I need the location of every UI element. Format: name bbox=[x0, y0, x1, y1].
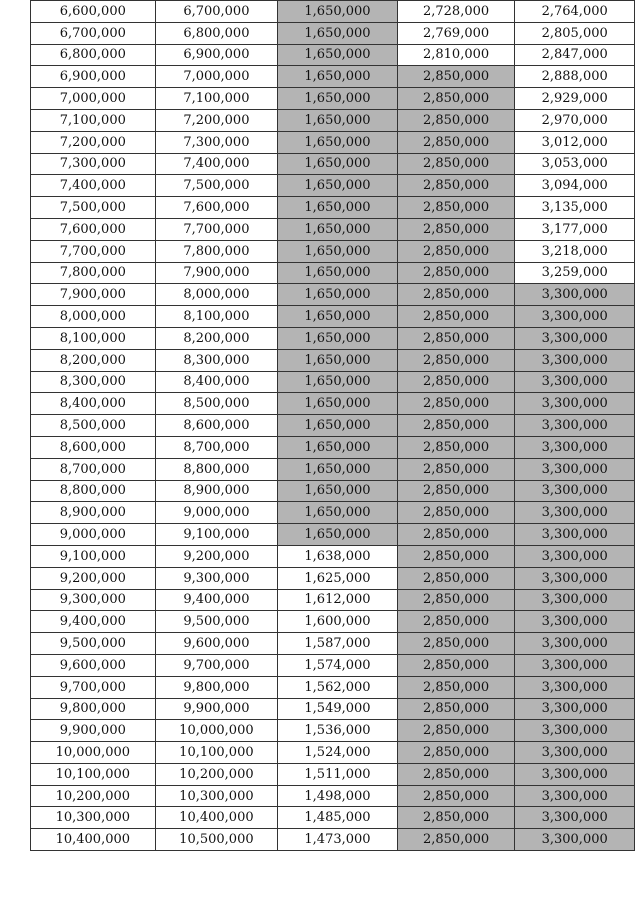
amount-b-cell: 2,850,000 bbox=[397, 218, 515, 240]
range-to-cell: 10,500,000 bbox=[155, 829, 278, 851]
amount-b-cell: 2,850,000 bbox=[397, 567, 515, 589]
amount-c-cell: 3,300,000 bbox=[515, 611, 635, 633]
table-row bbox=[31, 654, 635, 676]
table-row bbox=[31, 829, 635, 851]
amount-a-cell: 1,498,000 bbox=[278, 785, 398, 807]
amount-c-cell: 3,300,000 bbox=[515, 545, 635, 567]
table-row bbox=[31, 807, 635, 829]
table-row bbox=[31, 240, 635, 262]
range-to-cell: 9,100,000 bbox=[155, 524, 278, 546]
amount-c-cell: 2,888,000 bbox=[515, 66, 635, 88]
table-row bbox=[31, 720, 635, 742]
amount-b-cell: 2,850,000 bbox=[397, 436, 515, 458]
range-from-cell: 9,700,000 bbox=[31, 676, 156, 698]
range-from-cell: 9,400,000 bbox=[31, 611, 156, 633]
table-body bbox=[31, 1, 635, 851]
range-to-cell: 9,000,000 bbox=[155, 502, 278, 524]
table-row bbox=[31, 131, 635, 153]
amount-c-cell: 3,300,000 bbox=[515, 349, 635, 371]
range-to-cell: 10,000,000 bbox=[155, 720, 278, 742]
amount-a-cell: 1,650,000 bbox=[278, 1, 398, 23]
amount-b-cell: 2,850,000 bbox=[397, 698, 515, 720]
table-row bbox=[31, 676, 635, 698]
range-to-cell: 10,300,000 bbox=[155, 785, 278, 807]
amount-c-cell: 3,300,000 bbox=[515, 284, 635, 306]
table-row bbox=[31, 415, 635, 437]
amount-b-cell: 2,850,000 bbox=[397, 480, 515, 502]
table-row bbox=[31, 262, 635, 284]
amount-a-cell: 1,650,000 bbox=[278, 197, 398, 219]
range-to-cell: 6,900,000 bbox=[155, 44, 278, 66]
table-row bbox=[31, 458, 635, 480]
amount-a-cell: 1,650,000 bbox=[278, 502, 398, 524]
amount-a-cell: 1,650,000 bbox=[278, 436, 398, 458]
amount-a-cell: 1,650,000 bbox=[278, 415, 398, 437]
amount-c-cell: 2,929,000 bbox=[515, 88, 635, 110]
range-from-cell: 10,400,000 bbox=[31, 829, 156, 851]
range-from-cell: 8,700,000 bbox=[31, 458, 156, 480]
table-row bbox=[31, 524, 635, 546]
range-from-cell: 7,600,000 bbox=[31, 218, 156, 240]
table-row bbox=[31, 698, 635, 720]
range-from-cell: 7,800,000 bbox=[31, 262, 156, 284]
amount-c-cell: 3,300,000 bbox=[515, 567, 635, 589]
range-from-cell: 8,300,000 bbox=[31, 371, 156, 393]
amount-c-cell: 3,218,000 bbox=[515, 240, 635, 262]
amount-b-cell: 2,850,000 bbox=[397, 829, 515, 851]
range-to-cell: 8,800,000 bbox=[155, 458, 278, 480]
table-row bbox=[31, 197, 635, 219]
amount-a-cell: 1,536,000 bbox=[278, 720, 398, 742]
range-to-cell: 7,300,000 bbox=[155, 131, 278, 153]
amount-a-cell: 1,650,000 bbox=[278, 44, 398, 66]
amount-a-cell: 1,473,000 bbox=[278, 829, 398, 851]
amount-c-cell: 3,259,000 bbox=[515, 262, 635, 284]
amount-b-cell: 2,769,000 bbox=[397, 22, 515, 44]
amount-b-cell: 2,850,000 bbox=[397, 633, 515, 655]
range-to-cell: 10,400,000 bbox=[155, 807, 278, 829]
range-to-cell: 6,800,000 bbox=[155, 22, 278, 44]
table-row bbox=[31, 153, 635, 175]
amount-a-cell: 1,625,000 bbox=[278, 567, 398, 589]
amount-c-cell: 3,300,000 bbox=[515, 742, 635, 764]
amount-c-cell: 3,300,000 bbox=[515, 829, 635, 851]
amount-b-cell: 2,850,000 bbox=[397, 524, 515, 546]
range-to-cell: 7,200,000 bbox=[155, 109, 278, 131]
amount-b-cell: 2,850,000 bbox=[397, 785, 515, 807]
amount-b-cell: 2,850,000 bbox=[397, 545, 515, 567]
amount-a-cell: 1,650,000 bbox=[278, 327, 398, 349]
amount-c-cell: 3,300,000 bbox=[515, 807, 635, 829]
range-to-cell: 7,400,000 bbox=[155, 153, 278, 175]
range-to-cell: 8,700,000 bbox=[155, 436, 278, 458]
table-row bbox=[31, 763, 635, 785]
amount-b-cell: 2,850,000 bbox=[397, 88, 515, 110]
range-to-cell: 8,500,000 bbox=[155, 393, 278, 415]
amount-b-cell: 2,850,000 bbox=[397, 720, 515, 742]
amount-a-cell: 1,650,000 bbox=[278, 524, 398, 546]
amount-b-cell: 2,850,000 bbox=[397, 807, 515, 829]
range-from-cell: 7,700,000 bbox=[31, 240, 156, 262]
amount-c-cell: 3,094,000 bbox=[515, 175, 635, 197]
range-to-cell: 8,400,000 bbox=[155, 371, 278, 393]
table-row bbox=[31, 545, 635, 567]
amount-a-cell: 1,587,000 bbox=[278, 633, 398, 655]
amount-c-cell: 2,847,000 bbox=[515, 44, 635, 66]
amount-b-cell: 2,850,000 bbox=[397, 393, 515, 415]
amount-b-cell: 2,810,000 bbox=[397, 44, 515, 66]
amount-b-cell: 2,850,000 bbox=[397, 502, 515, 524]
amount-a-cell: 1,650,000 bbox=[278, 131, 398, 153]
amount-b-cell: 2,850,000 bbox=[397, 458, 515, 480]
amount-c-cell: 3,300,000 bbox=[515, 502, 635, 524]
amount-a-cell: 1,650,000 bbox=[278, 262, 398, 284]
table-row bbox=[31, 371, 635, 393]
amount-a-cell: 1,650,000 bbox=[278, 306, 398, 328]
table-row bbox=[31, 436, 635, 458]
data-table bbox=[30, 0, 635, 851]
amount-a-cell: 1,511,000 bbox=[278, 763, 398, 785]
table-row bbox=[31, 502, 635, 524]
amount-b-cell: 2,850,000 bbox=[397, 371, 515, 393]
range-to-cell: 7,000,000 bbox=[155, 66, 278, 88]
range-from-cell: 10,100,000 bbox=[31, 763, 156, 785]
range-to-cell: 10,200,000 bbox=[155, 763, 278, 785]
amount-a-cell: 1,524,000 bbox=[278, 742, 398, 764]
amount-c-cell: 3,300,000 bbox=[515, 720, 635, 742]
range-to-cell: 8,900,000 bbox=[155, 480, 278, 502]
amount-c-cell: 3,300,000 bbox=[515, 633, 635, 655]
amount-c-cell: 3,300,000 bbox=[515, 524, 635, 546]
amount-c-cell: 3,300,000 bbox=[515, 436, 635, 458]
amount-c-cell: 3,300,000 bbox=[515, 763, 635, 785]
table-row bbox=[31, 175, 635, 197]
amount-c-cell: 3,300,000 bbox=[515, 371, 635, 393]
amount-c-cell: 3,300,000 bbox=[515, 480, 635, 502]
amount-b-cell: 2,850,000 bbox=[397, 153, 515, 175]
amount-b-cell: 2,850,000 bbox=[397, 589, 515, 611]
amount-b-cell: 2,850,000 bbox=[397, 742, 515, 764]
range-from-cell: 8,500,000 bbox=[31, 415, 156, 437]
amount-a-cell: 1,600,000 bbox=[278, 611, 398, 633]
table-row bbox=[31, 88, 635, 110]
range-to-cell: 8,100,000 bbox=[155, 306, 278, 328]
range-to-cell: 7,500,000 bbox=[155, 175, 278, 197]
amount-c-cell: 3,300,000 bbox=[515, 415, 635, 437]
amount-c-cell: 3,177,000 bbox=[515, 218, 635, 240]
amount-a-cell: 1,650,000 bbox=[278, 66, 398, 88]
range-from-cell: 9,000,000 bbox=[31, 524, 156, 546]
range-to-cell: 9,200,000 bbox=[155, 545, 278, 567]
range-from-cell: 8,000,000 bbox=[31, 306, 156, 328]
range-from-cell: 10,300,000 bbox=[31, 807, 156, 829]
range-to-cell: 8,000,000 bbox=[155, 284, 278, 306]
range-from-cell: 7,500,000 bbox=[31, 197, 156, 219]
range-from-cell: 9,800,000 bbox=[31, 698, 156, 720]
amount-b-cell: 2,850,000 bbox=[397, 175, 515, 197]
amount-c-cell: 3,135,000 bbox=[515, 197, 635, 219]
amount-c-cell: 3,300,000 bbox=[515, 698, 635, 720]
table-row bbox=[31, 611, 635, 633]
range-from-cell: 8,800,000 bbox=[31, 480, 156, 502]
table-row bbox=[31, 567, 635, 589]
amount-c-cell: 3,300,000 bbox=[515, 393, 635, 415]
amount-b-cell: 2,850,000 bbox=[397, 327, 515, 349]
amount-b-cell: 2,850,000 bbox=[397, 66, 515, 88]
range-to-cell: 9,800,000 bbox=[155, 676, 278, 698]
range-from-cell: 6,700,000 bbox=[31, 22, 156, 44]
amount-c-cell: 3,053,000 bbox=[515, 153, 635, 175]
table-row bbox=[31, 633, 635, 655]
range-from-cell: 7,900,000 bbox=[31, 284, 156, 306]
range-from-cell: 6,600,000 bbox=[31, 1, 156, 23]
range-from-cell: 9,900,000 bbox=[31, 720, 156, 742]
range-from-cell: 6,900,000 bbox=[31, 66, 156, 88]
amount-a-cell: 1,650,000 bbox=[278, 284, 398, 306]
amount-b-cell: 2,850,000 bbox=[397, 676, 515, 698]
amount-b-cell: 2,850,000 bbox=[397, 306, 515, 328]
range-from-cell: 8,400,000 bbox=[31, 393, 156, 415]
amount-c-cell: 3,012,000 bbox=[515, 131, 635, 153]
amount-b-cell: 2,728,000 bbox=[397, 1, 515, 23]
amount-c-cell: 3,300,000 bbox=[515, 306, 635, 328]
amount-b-cell: 2,850,000 bbox=[397, 197, 515, 219]
table-row bbox=[31, 109, 635, 131]
amount-a-cell: 1,485,000 bbox=[278, 807, 398, 829]
amount-a-cell: 1,562,000 bbox=[278, 676, 398, 698]
range-to-cell: 7,800,000 bbox=[155, 240, 278, 262]
range-from-cell: 7,100,000 bbox=[31, 109, 156, 131]
range-from-cell: 9,500,000 bbox=[31, 633, 156, 655]
range-to-cell: 8,300,000 bbox=[155, 349, 278, 371]
amount-b-cell: 2,850,000 bbox=[397, 284, 515, 306]
amount-a-cell: 1,650,000 bbox=[278, 109, 398, 131]
table-row bbox=[31, 306, 635, 328]
amount-c-cell: 2,805,000 bbox=[515, 22, 635, 44]
range-from-cell: 9,100,000 bbox=[31, 545, 156, 567]
amount-a-cell: 1,650,000 bbox=[278, 153, 398, 175]
range-from-cell: 9,200,000 bbox=[31, 567, 156, 589]
amount-b-cell: 2,850,000 bbox=[397, 763, 515, 785]
amount-a-cell: 1,549,000 bbox=[278, 698, 398, 720]
amount-a-cell: 1,612,000 bbox=[278, 589, 398, 611]
range-to-cell: 9,900,000 bbox=[155, 698, 278, 720]
range-from-cell: 7,200,000 bbox=[31, 131, 156, 153]
range-from-cell: 8,900,000 bbox=[31, 502, 156, 524]
range-to-cell: 7,700,000 bbox=[155, 218, 278, 240]
amount-c-cell: 3,300,000 bbox=[515, 589, 635, 611]
amount-a-cell: 1,650,000 bbox=[278, 88, 398, 110]
range-from-cell: 8,600,000 bbox=[31, 436, 156, 458]
amount-a-cell: 1,650,000 bbox=[278, 218, 398, 240]
amount-b-cell: 2,850,000 bbox=[397, 654, 515, 676]
table-row bbox=[31, 66, 635, 88]
amount-c-cell: 2,970,000 bbox=[515, 109, 635, 131]
amount-b-cell: 2,850,000 bbox=[397, 349, 515, 371]
amount-a-cell: 1,650,000 bbox=[278, 480, 398, 502]
table-row bbox=[31, 22, 635, 44]
amount-a-cell: 1,650,000 bbox=[278, 240, 398, 262]
range-to-cell: 9,600,000 bbox=[155, 633, 278, 655]
table-row bbox=[31, 284, 635, 306]
amount-a-cell: 1,574,000 bbox=[278, 654, 398, 676]
range-from-cell: 10,000,000 bbox=[31, 742, 156, 764]
range-to-cell: 9,400,000 bbox=[155, 589, 278, 611]
table-row bbox=[31, 480, 635, 502]
range-to-cell: 6,700,000 bbox=[155, 1, 278, 23]
range-from-cell: 6,800,000 bbox=[31, 44, 156, 66]
amount-c-cell: 2,764,000 bbox=[515, 1, 635, 23]
amount-b-cell: 2,850,000 bbox=[397, 109, 515, 131]
amount-c-cell: 3,300,000 bbox=[515, 654, 635, 676]
range-from-cell: 9,600,000 bbox=[31, 654, 156, 676]
range-to-cell: 7,100,000 bbox=[155, 88, 278, 110]
range-to-cell: 8,600,000 bbox=[155, 415, 278, 437]
range-to-cell: 10,100,000 bbox=[155, 742, 278, 764]
amount-c-cell: 3,300,000 bbox=[515, 327, 635, 349]
amount-a-cell: 1,650,000 bbox=[278, 349, 398, 371]
range-to-cell: 9,300,000 bbox=[155, 567, 278, 589]
amount-c-cell: 3,300,000 bbox=[515, 458, 635, 480]
amount-a-cell: 1,650,000 bbox=[278, 22, 398, 44]
table-row bbox=[31, 1, 635, 23]
table-row bbox=[31, 218, 635, 240]
amount-a-cell: 1,650,000 bbox=[278, 175, 398, 197]
range-from-cell: 7,300,000 bbox=[31, 153, 156, 175]
table-row bbox=[31, 44, 635, 66]
range-from-cell: 8,100,000 bbox=[31, 327, 156, 349]
range-to-cell: 8,200,000 bbox=[155, 327, 278, 349]
range-from-cell: 10,200,000 bbox=[31, 785, 156, 807]
amount-b-cell: 2,850,000 bbox=[397, 240, 515, 262]
amount-a-cell: 1,650,000 bbox=[278, 458, 398, 480]
range-from-cell: 9,300,000 bbox=[31, 589, 156, 611]
range-to-cell: 7,900,000 bbox=[155, 262, 278, 284]
range-from-cell: 8,200,000 bbox=[31, 349, 156, 371]
range-from-cell: 7,400,000 bbox=[31, 175, 156, 197]
table-row bbox=[31, 742, 635, 764]
range-to-cell: 9,700,000 bbox=[155, 654, 278, 676]
range-to-cell: 7,600,000 bbox=[155, 197, 278, 219]
amount-b-cell: 2,850,000 bbox=[397, 131, 515, 153]
amount-c-cell: 3,300,000 bbox=[515, 676, 635, 698]
table-row bbox=[31, 393, 635, 415]
amount-b-cell: 2,850,000 bbox=[397, 415, 515, 437]
range-from-cell: 7,000,000 bbox=[31, 88, 156, 110]
amount-a-cell: 1,638,000 bbox=[278, 545, 398, 567]
amount-a-cell: 1,650,000 bbox=[278, 393, 398, 415]
amount-a-cell: 1,650,000 bbox=[278, 371, 398, 393]
table-row bbox=[31, 349, 635, 371]
range-to-cell: 9,500,000 bbox=[155, 611, 278, 633]
amount-b-cell: 2,850,000 bbox=[397, 611, 515, 633]
amount-c-cell: 3,300,000 bbox=[515, 785, 635, 807]
table-row bbox=[31, 327, 635, 349]
amount-b-cell: 2,850,000 bbox=[397, 262, 515, 284]
table-row bbox=[31, 785, 635, 807]
table-row bbox=[31, 589, 635, 611]
